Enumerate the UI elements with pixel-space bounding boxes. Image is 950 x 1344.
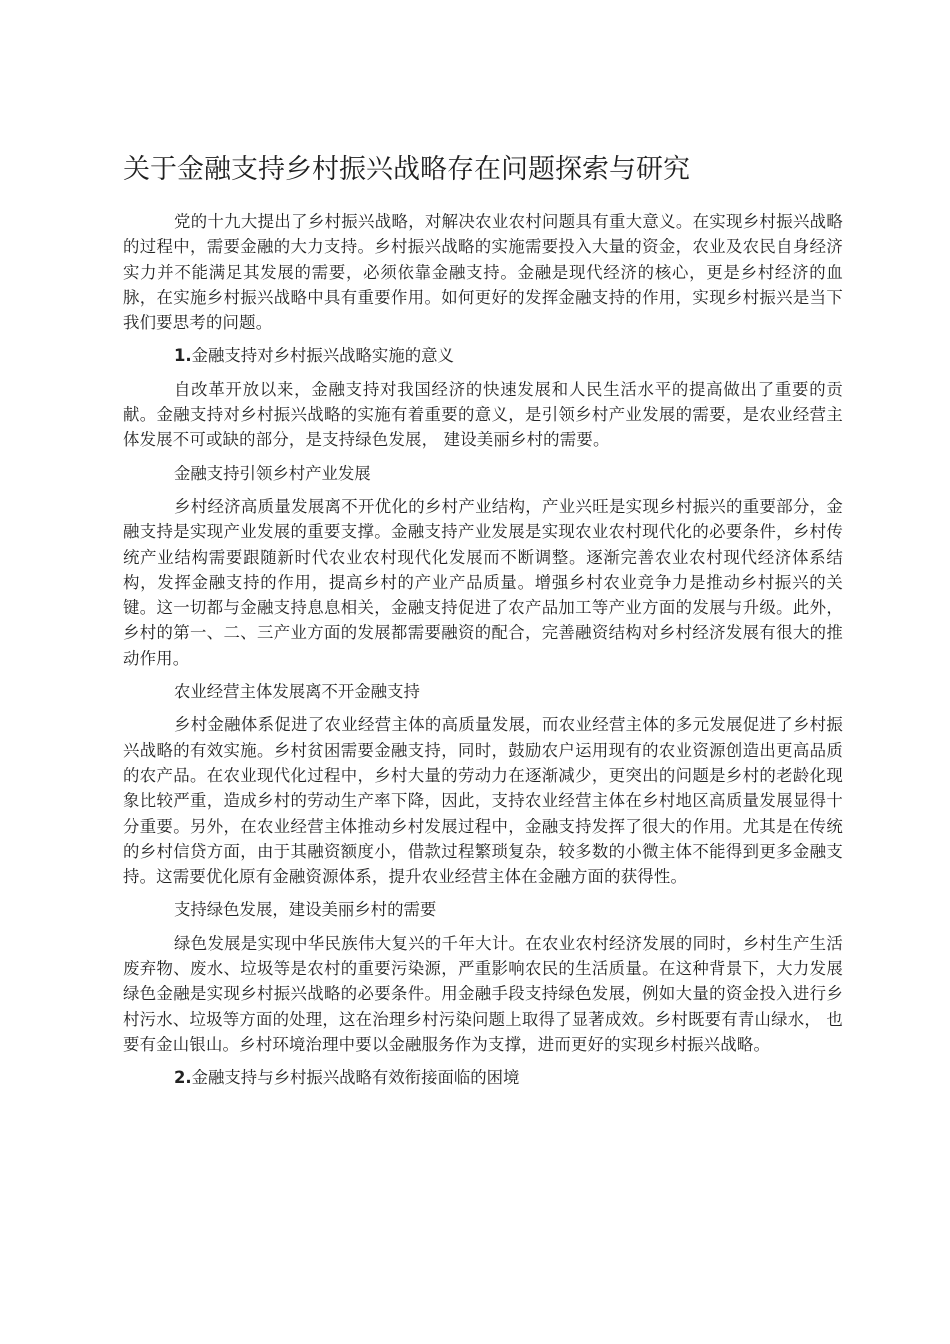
- subsection-heading: 支持绿色发展，建设美丽乡村的需要: [174, 900, 437, 920]
- paragraph: 绿色发展是实现中华民族伟大复兴的千年大计。在农业农村经济发展的同时，乡村生产生活废弃物、废水、垃圾等是农村的重要污染源，严重影响农民的生活质量。在这种背景下，大力发展绿色金融是实现乡村振兴战略的必要条件。用金融手段支持绿色发展，例如大量的资金投入进行乡村污水、垃圾等方面的处理，这在治理乡村污染问题上取得了显著成效。乡村既要有青山绿水， 也要有金山银山。乡村环境治理中要以金融服务作为支撑，进而更好的实现乡村振兴战略。: [123, 933, 843, 1054]
- section-heading: [123, 1065, 843, 1090]
- section-number: 1.: [174, 346, 192, 366]
- section-heading-text: 金融支持与乡村振兴战略有效衔接面临的困境: [191, 1068, 520, 1088]
- paragraph: 乡村金融体系促进了农业经营主体的高质量发展，而农业经营主体的多元发展促进了乡村振兴战略的有效实施。乡村贫困需要金融支持，同时，鼓励农户运用现有的农业资源创造出更高品质的农产品。在农业现代化过程中，乡村大量的劳动力在逐渐减少，更突出的问题是乡村的老龄化现象比较严重，造成乡村的劳动生产率下降，因此，支持农业经营主体在乡村地区高质量发展显得十分重要。另外，在农业经营主体推动乡村发展过程中，金融支持发挥了很大的作用。尤其是在传统的乡村信贷方面，由于其融资额度小，借款过程繁琐复杂，较多数的小微主体不能得到更多金融支持。这需要优化原有金融资源体系，提升农业经营主体在金融方面的获得性。: [123, 715, 843, 887]
- section-number: 2.: [174, 1068, 192, 1088]
- paragraph: 党的十九大提出了乡村振兴战略，对解决农业农村问题具有重大意义。在实现乡村振兴战略的过程中，需要金融的大力支持。乡村振兴战略的实施需要投入大量的资金，农业及农民自身经济实力并不能满足其发展的需要，必须依靠金融支持。金融是现代经济的核心，更是乡村经济的血脉，在实施乡村振兴战略中具有重要作用。如何更好的发挥金融支持的作用，实现乡村振兴是当下我们要思考的问题。: [123, 212, 843, 333]
- subsection-heading: 农业经营主体发展离不开金融支持: [174, 682, 420, 702]
- paragraph: 自改革开放以来，金融支持对我国经济的快速发展和人民生活水平的提高做出了重要的贡献。金融支持对乡村振兴战略的实施有着重要的意义，是引领乡村产业发展的需要，是农业经营主体发展不可或缺的部分，是支持绿色发展， 建设美丽乡村的需要。: [123, 379, 843, 450]
- section-heading-text: 金融支持对乡村振兴战略实施的意义: [191, 346, 454, 366]
- paragraph: 乡村经济高质量发展离不开优化的乡村产业结构，产业兴旺是实现乡村振兴的重要部分，金融支持是实现产业发展的重要支撑。金融支持产业发展是实现农业农村现代化的必要条件，乡村传统产业结构需要跟随新时代农业农村现代化发展而不断调整。逐渐完善农业农村现代经济体系结构，发挥金融支持的作用，提高乡村的产业产品质量。增强乡村农业竞争力是推动乡村振兴的关键。这一切都与金融支持息息相关，金融支持促进了农产品加工等产业方面的发展与升级。此外，乡村的第一、二、三产业方面的发展都需要融资的配合，完善融资结构对乡村经济发展有很大的推动作用。: [123, 496, 843, 668]
- section-heading: [123, 343, 843, 368]
- document-title: 关于金融支持乡村振兴战略存在问题探索与研究: [123, 154, 690, 185]
- document-body: [123, 209, 843, 1099]
- subsection-heading: 金融支持引领乡村产业发展: [174, 463, 371, 483]
